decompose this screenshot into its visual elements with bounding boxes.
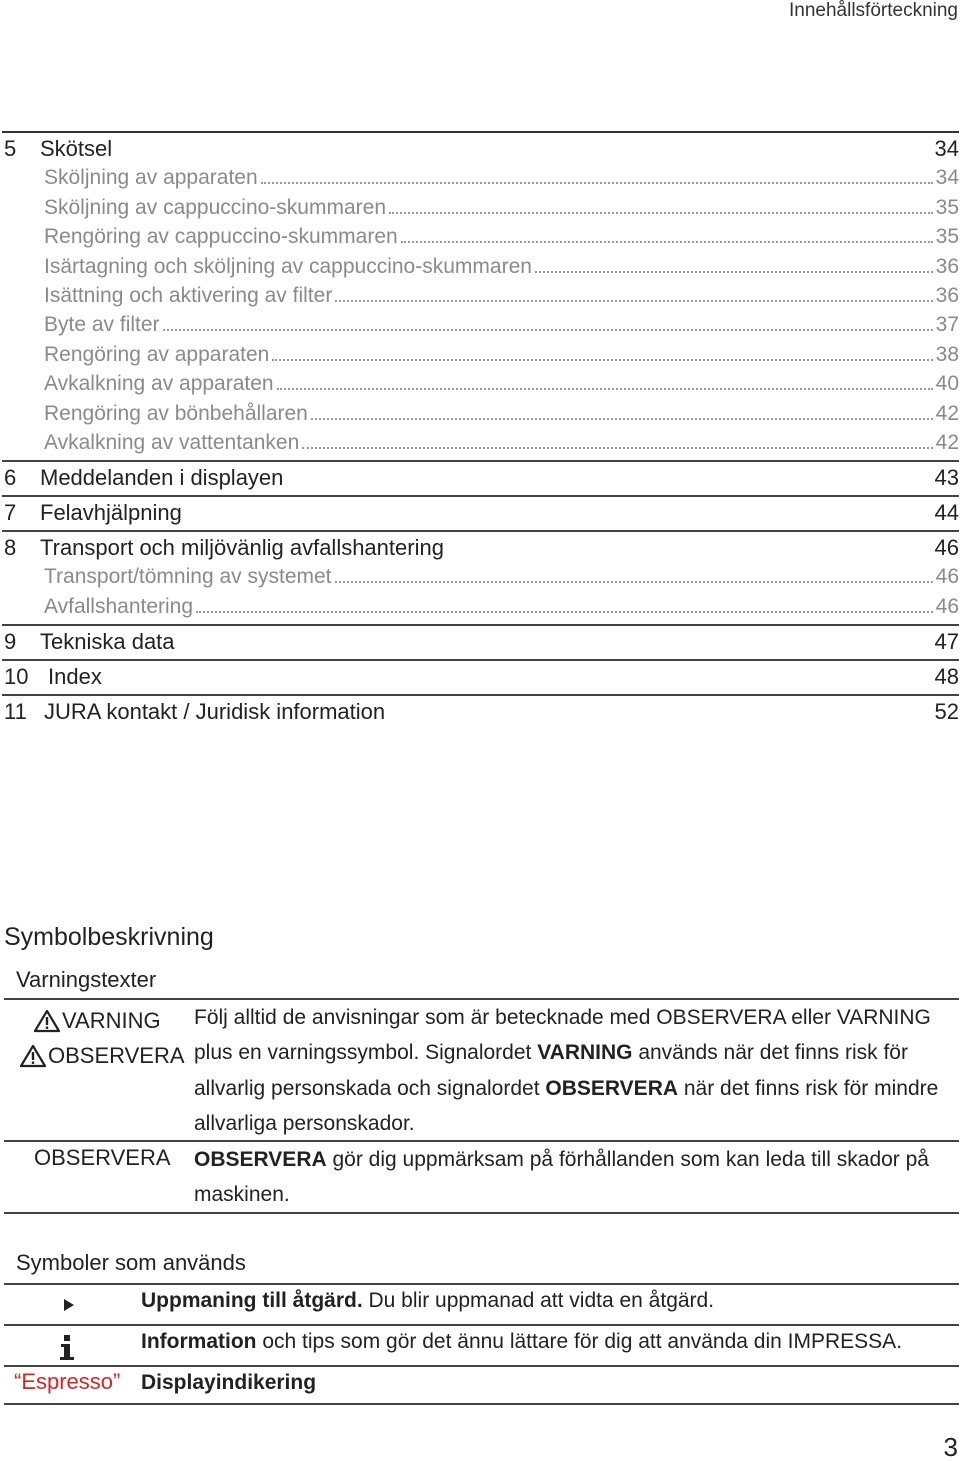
desc-bold: VARNING (537, 1041, 633, 1065)
toc-chapter-6[interactable] (2, 462, 959, 497)
warnings-table (4, 998, 959, 1214)
toc-entry[interactable] (2, 162, 959, 191)
chapter-number: 9 (4, 628, 17, 654)
warning-triangle-icon (20, 1044, 46, 1068)
toc-entry[interactable] (2, 397, 959, 426)
desc-line (194, 1142, 954, 1177)
chapter-number: 10 (4, 663, 29, 689)
chapter-page: 46 (934, 534, 959, 560)
page-number: 3 (943, 1432, 958, 1461)
desc-bold: Information (141, 1330, 257, 1353)
leader-dots (261, 182, 933, 184)
entry-title: Isättning och aktivering av filter (44, 283, 333, 307)
symbols-used-table (4, 1283, 959, 1405)
desc-bold: Uppmaning till åtgärd. (141, 1289, 363, 1312)
info-icon (59, 1335, 75, 1361)
desc-line: allvarliga personskador. (194, 1111, 415, 1135)
action-arrow-icon (62, 1297, 76, 1313)
warning-triangle-icon (34, 1009, 60, 1033)
entry-title: Sköljning av apparaten (44, 166, 258, 190)
symbol-row-display (4, 1367, 959, 1405)
entry-page: 46 (935, 594, 959, 618)
toc-entry[interactable] (2, 561, 959, 590)
leader-dots (311, 418, 933, 420)
entry-page: 37 (935, 313, 959, 337)
entry-page: 40 (935, 372, 959, 396)
entry-title: Rengöring av apparaten (44, 342, 270, 366)
symbol-description (141, 1371, 316, 1395)
chapter-title: JURA kontakt / Juridisk information (44, 698, 386, 724)
leader-dots (163, 329, 933, 331)
entry-title: Byte av filter (44, 313, 160, 337)
running-header: Innehållsförteckning (789, 0, 958, 21)
chapter-title: Meddelanden i displayen (40, 464, 284, 490)
toc-entry[interactable] (2, 221, 959, 250)
warnings-heading: Varningstexter (16, 967, 157, 992)
entry-page: 38 (935, 342, 959, 366)
chapter-page: 44 (934, 499, 959, 525)
toc-entry[interactable] (2, 191, 959, 220)
desc-text: när det finns risk för mindre (678, 1076, 939, 1100)
leader-dots (389, 212, 933, 214)
entry-title: Avkalkning av apparaten (44, 372, 274, 396)
entry-title: Sköljning av cappuccino-skummaren (44, 195, 386, 219)
chapter-title: Skötsel (40, 136, 113, 161)
toc-chapter-11[interactable] (2, 696, 959, 731)
chapter-page: 43 (934, 464, 959, 490)
symbol-row-action (4, 1285, 959, 1326)
caution-label (20, 1043, 185, 1069)
desc-text: gör dig uppmärksam på förhållanden som kan leda till skador på (326, 1148, 929, 1171)
desc-text: plus en varningssymbol. Signalordet (194, 1041, 538, 1065)
entry-page: 35 (935, 195, 959, 219)
leader-dots (401, 241, 933, 243)
symbol-row-info (4, 1326, 959, 1367)
leader-dots (535, 271, 933, 273)
warning-description (194, 1000, 954, 1141)
toc-chapter-7[interactable] (2, 497, 959, 532)
entry-page: 42 (935, 430, 959, 454)
toc-subsections-5 (2, 162, 959, 462)
leader-dots (335, 581, 933, 583)
leader-dots (272, 359, 932, 361)
chapter-page: 52 (934, 698, 959, 724)
toc-entry[interactable] (2, 338, 959, 367)
toc-entry[interactable] (2, 427, 959, 456)
toc-chapter-9[interactable] (2, 626, 959, 661)
entry-title: Avfallshantering (44, 594, 194, 618)
desc-line: maskinen. (194, 1183, 290, 1207)
toc-entry[interactable] (2, 280, 959, 309)
warning-row (4, 1000, 959, 1142)
symbol-description (141, 1289, 714, 1313)
leader-dots (277, 388, 933, 390)
entry-title: Isärtagning och sköljning av cappuccino-skummaren (44, 254, 532, 278)
desc-line (194, 1071, 954, 1106)
entry-title: Transport/tömning av systemet (44, 565, 332, 589)
entry-title: Rengöring av cappuccino-skummaren (44, 225, 398, 249)
desc-bold: OBSERVERA (194, 1148, 327, 1171)
toc-entry[interactable] (2, 309, 959, 338)
entry-page: 46 (935, 565, 959, 589)
desc-line (194, 1035, 954, 1070)
entry-title: Rengöring av bönbehållaren (44, 401, 308, 425)
caution-word: OBSERVERA (48, 1043, 185, 1068)
chapter-page: 48 (934, 663, 959, 689)
chapter-page: 34 (934, 136, 959, 161)
desc-text: och tips som gör det ännu lättare för dig att använda din IMPRESSA. (256, 1330, 903, 1353)
symbols-used-heading: Symboler som används (16, 1250, 246, 1275)
leader-dots (302, 447, 932, 449)
symbol-description (141, 1330, 902, 1354)
desc-bold: OBSERVERA (545, 1076, 679, 1100)
chapter-number: 11 (4, 698, 27, 724)
desc-text: Du blir uppmanad att vidta en åtgärd. (362, 1289, 715, 1312)
chapter-number: 8 (4, 534, 17, 560)
entry-page: 36 (935, 283, 959, 307)
entry-title: Avkalkning av vattentanken (44, 430, 300, 454)
entry-page: 36 (935, 254, 959, 278)
chapter-title: Transport och miljövänlig avfallshantering (40, 534, 444, 560)
leader-dots (335, 300, 932, 302)
chapter-number: 7 (4, 499, 17, 525)
toc-chapter-10[interactable] (2, 661, 959, 696)
desc-line: Följ alltid de anvisningar som är betecknade med OBSERVERA eller VARNING (194, 1006, 931, 1029)
observera-description (194, 1142, 954, 1213)
display-sample: “Espresso” (14, 1369, 121, 1394)
leader-dots (196, 611, 933, 613)
chapter-title: Index (48, 663, 102, 689)
toc-entry[interactable] (2, 250, 959, 279)
entry-page: 34 (935, 166, 959, 190)
section-title: Symbolbeskrivning (4, 923, 214, 951)
chapter-title: Tekniska data (40, 628, 175, 654)
entry-page: 42 (935, 401, 959, 425)
desc-bold: Displayindikering (141, 1371, 317, 1394)
observera-row (4, 1142, 959, 1214)
desc-text: allvarlig personskada och signalordet (194, 1076, 546, 1100)
chapter-title: Felavhjälpning (40, 499, 182, 525)
toc-entry[interactable] (2, 590, 959, 619)
entry-page: 35 (935, 225, 959, 249)
table-of-contents (2, 131, 959, 731)
desc-text: används när det finns risk för (632, 1041, 908, 1065)
toc-entry[interactable] (2, 368, 959, 397)
warning-word: VARNING (62, 1008, 161, 1033)
chapter-page: 47 (934, 628, 959, 654)
chapter-number: 6 (4, 464, 17, 490)
observera-label: OBSERVERA (34, 1145, 171, 1170)
warning-label (34, 1008, 161, 1034)
chapter-number: 5 (4, 136, 17, 161)
toc-subsections-8 (2, 561, 959, 626)
